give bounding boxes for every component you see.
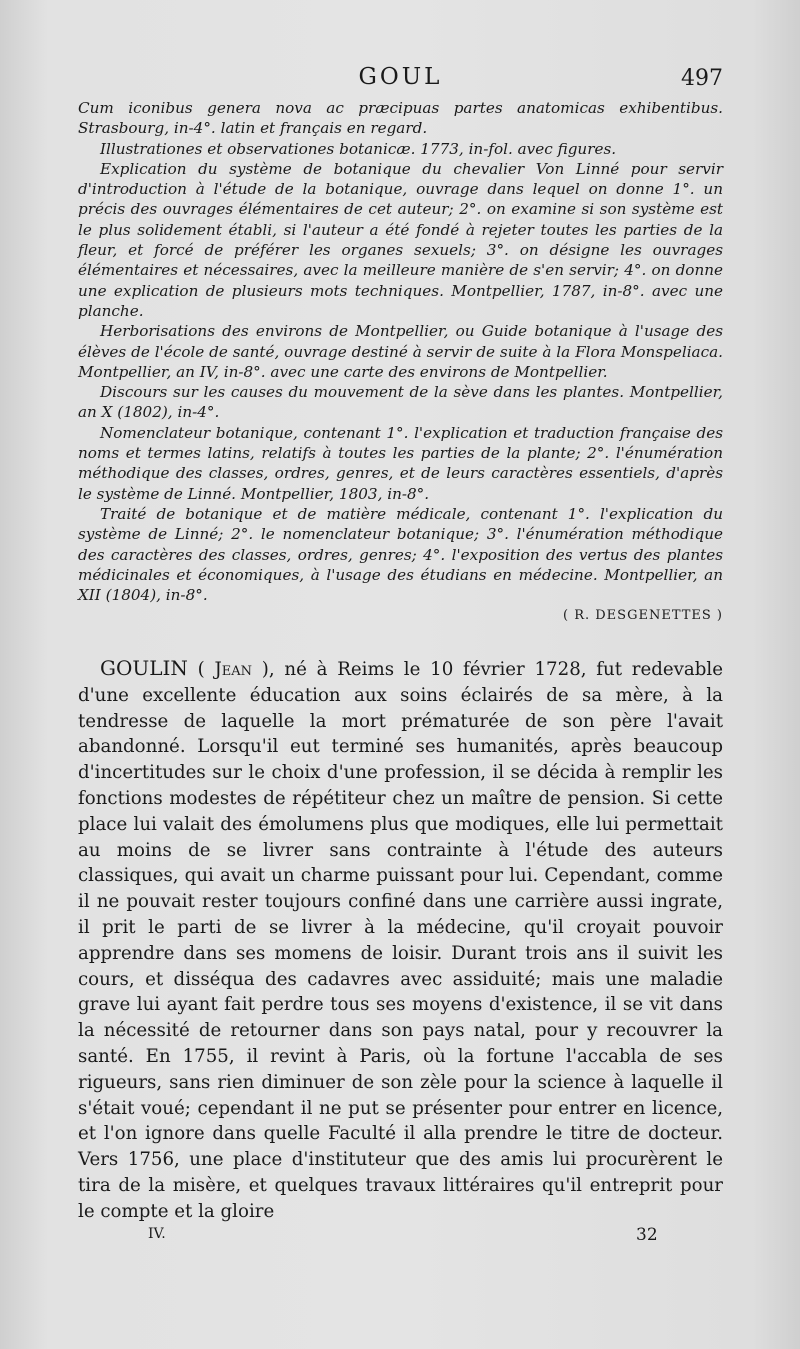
author-signature: ( R. DESGENETTES ) (563, 608, 723, 624)
folio-number: 32 (636, 1225, 658, 1245)
article-paragraph (78, 656, 723, 1225)
signature-mark: IV. (148, 1226, 166, 1242)
article-text: , né à Reims le 10 février 1728, fut redevable d'une excellente éducation aux soins éclairés de sa mère, à la tendresse de laquelle la mort prématurée de son père l'avait abandonné. Lorsqu'il eut terminé ses humanités, après beaucoup d'incertitudes sur le choix d'une profession, il se décida à remplir les fonctions modestes de répétiteur chez un maître de pension. Si cette place lui valait des émolumens plus que modiques, elle lui permettait au moins de se livrer sans contrainte à l'étude des auteurs classiques, qui avait un charme puissant pour lui. Cependant, comme il ne pouvait rester toujours confiné dans une carrière aussi ingrate, il prit le parti de se livrer à la médecine, qu'il croyait pouvoir apprendre dans ses momens de loisir. Durant trois ans il suivit les cours, et disséqua des cadavres avec assiduité; mais une maladie grave lui ayant fait perdre tous ses moyens d'existence, il se vit dans la nécessité de retourner dans son pays natal, pour y recouvrer la santé. En 1755, il revint à Paris, où la fortune l'accabla de ses rigueurs, sans rien diminuer de son zèle pour la science à laquelle il s'était voué; cependant il ne put se présenter pour entrer en licence, et l'on ignore dans quelle Faculté il alla prendre le titre de docteur. Vers 1756, une place d'instituteur que des amis lui procurèrent le tira de la misère, et quelques travaux littéraires qu'il entreprit pour le compte et la gloire (78, 659, 723, 1222)
page-header (78, 62, 723, 96)
biblio-entry-7: Traité de botanique et de matière médicale, contenant 1°. l'explication du système de Linné; 2°. le nomenclateur botanique; 3°. l'énumération méthodique des caractères des classes, ordres, genres; 4°. l'exposition des vertus des plantes médicinales et économiques, à l'usage des étudians en médecine. Montpellier, an XII (1804), in-8°. (78, 504, 723, 605)
page-number: 497 (681, 66, 723, 91)
biblio-entry-1: Cum iconibus genera nova ac præcipuas partes anatomicas exhibentibus. Strasbourg, in-4°. latin et français en regard. (78, 99, 723, 138)
article-goulin (78, 656, 723, 1225)
biblio-entry-3: Explication du système de botanique du chevalier Von Linné pour servir d'introduction à l'étude de la botanique, ouvrage dans lequel on donne 1°. un précis des ouvrages élémentaires de cet auteur; 2°. on examine si son système est le plus solidement établi, si l'auteur a été fondé à rejeter toutes les parties de la fleur, et forcé de préférer les organes sexuels; 3°. on désigne les ouvrages élémentaires et nécessaires, avec la meilleure manière de s'en servir; 4°. on donne une explication de plusieurs mots techniques. Montpellier, 1787, in-8°. avec une planche. (78, 159, 723, 320)
biblio-entry-2: Illustrationes et observationes botanicæ. 1773, in-fol. avec figures. (100, 139, 617, 158)
page-footer (78, 1226, 723, 1250)
biblio-entry-6: Nomenclateur botanique, contenant 1°. l'explication et traduction française des noms et termes latins, relatifs à toutes les parties de la plante; 2°. l'énumération méthodique des classes, ordres, genres, et de leurs caractères essentiels, d'après le système de Linné. Montpellier, 1803, in-8°. (78, 423, 723, 503)
article-forename: ( Jean ) (197, 659, 269, 680)
biblio-entry-5: Discours sur les causes du mouvement de la sève dans les plantes. Montpellier, an X (1802), in-4°. (78, 383, 723, 422)
biblio-entry-4: Herborisations des environs de Montpellier, ou Guide botanique à l'usage des élèves de l'école de santé, ouvrage destiné à servir de suite à la Flora Monspeliaca. Montpellier, an IV, in-8°. avec une carte des environs de Montpellier. (78, 322, 723, 381)
bibliography-section (78, 98, 723, 627)
article-headword: GOULIN (100, 656, 188, 680)
running-head: GOUL (358, 64, 443, 90)
